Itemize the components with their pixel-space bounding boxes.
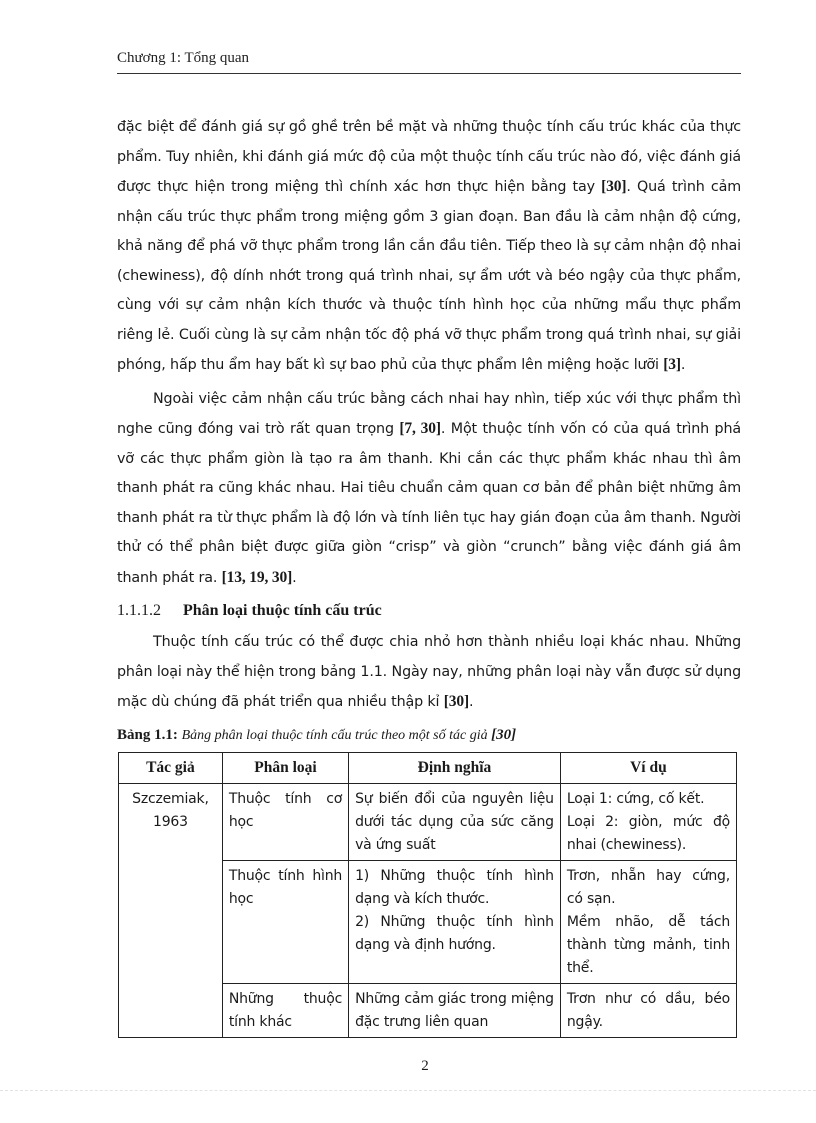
paragraph-1 [117,113,741,381]
header-rule [117,73,741,74]
header-example: Ví dụ [560,753,736,784]
paragraph-3 [117,628,741,718]
paragraph-2-text-a: Ngoài việc cảm nhận cấu trúc bằng cách nhai hay nhìn, tiếp xúc với thực phẩm thì nghe cũng đóng vai trò rất quan trọng [117,390,741,437]
cell-example: Trơn như có dầu, béo ngậy. [560,984,736,1038]
example-line: Loại 1: cứng, cố kết. [566,791,705,807]
cell-definition [349,861,561,984]
paragraph-1-text-a: đặc biệt để đánh giá sự gồ ghề trên bề mặt và những thuộc tính cấu trúc khác của thực phẩm. Tuy nhiên, khi đánh giá mức độ của một thuộc tính cấu trúc nào đó, việc đánh giá được thực hiện trong miệng thì chính xác hơn thực hiện bằng tay [117,119,741,195]
cell-type: Thuộc tính cơ học [222,784,348,861]
cell-definition: Những cảm giác trong miệng đặc trưng liên quan [349,984,561,1038]
citation: [30] [443,693,469,710]
header-definition: Định nghĩa [349,753,561,784]
cell-definition: Sự biến đổi của nguyên liệu dưới tác dụng của sức căng và ứng suất [349,784,561,861]
cell-example [560,784,736,861]
caption-citation: [30] [491,726,517,743]
section-title: Phân loại thuộc tính cấu trúc [183,602,382,619]
page-bottom-edge [0,1090,816,1091]
caption-label: Bảng 1.1: [117,726,178,743]
classification-table [118,752,737,1038]
header-author: Tác giả [119,753,223,784]
citation: [3] [663,356,681,373]
table-header-row [119,753,737,784]
citation: [30] [601,178,627,195]
paragraph-3-text-b: . [469,694,474,710]
example-line: Trơn, nhẵn hay cứng, có sạn. [566,868,730,907]
example-line: Mềm nhão, dễ tách thành từng mảnh, tinh thể. [566,914,730,976]
section-heading [117,596,741,626]
cell-type: Những thuộc tính khác [222,984,348,1038]
table-caption [117,722,741,749]
body-text [117,113,741,749]
paragraph-3-text-a: Thuộc tính cấu trúc có thể được chia nhỏ hơn thành nhiều loại khác nhau. Những phân loại này thể hiện trong bảng 1.1. Ngày nay, những phân loại này vẫn được sử dụng mặc dù chúng đã phát triển qua nhiều thập kỉ [117,634,741,710]
cell-type: Thuộc tính hình học [222,861,348,984]
citation: [13, 19, 30] [221,568,293,586]
definition-line: 1) Những thuộc tính hình dạng và kích thước. [355,868,554,907]
definition-line: 2) Những thuộc tính hình dạng và định hướng. [355,914,554,953]
paragraph-1-text-c: . [680,357,686,373]
citation: [7, 30] [399,420,441,437]
table-row [119,784,737,861]
caption-text: Bảng phân loại thuộc tính cấu trúc theo một số tác giả [181,727,492,743]
chapter-header: Chương 1: Tổng quan [117,50,250,66]
page-number: 2 [421,1058,429,1074]
paragraph-1-text-b: . Quá trình cảm nhận cấu trúc thực phẩm trong miệng gồm 3 gian đoạn. Ban đầu là cảm nhận độ cứng, khả năng để phá vỡ thực phẩm trong lần cắn đầu tiên. Tiếp theo là sự cảm nhận độ nhai (chewiness), độ dính nhớt trong quá trình nhai, sự ẩm ướt và béo ngậy của thực phẩm, cùng với sự cảm nhận kích thước và thuộc tính hình học của những mẩu thực phẩm riêng lẻ. Cuối cùng là sự cảm nhận tốc độ phá vỡ thực phẩm trong quá trình nhai, sự giải phóng, hấp thu ẩm hay bất kì sự bao phủ của thực phẩm lên miệng hoặc lưỡi [117,179,741,373]
section-number: 1.1.1.2 [117,602,161,619]
cell-author: Szczemiak, 1963 [119,784,223,1038]
paragraph-2-text-c: . [292,569,297,586]
paragraph-2 [117,385,741,594]
paragraph-2-text-b: . Một thuộc tính vốn có của quá trình phá vỡ các thực phẩm giòn là tạo ra âm thanh. Khi cắn các thực phẩm khác nhau thì âm thanh phát ra cũng khác nhau. Hai tiêu chuẩn cảm quan cơ bản để phân biệt những âm thanh phát ra từ thực phẩm là độ lớn và tính liên tục hay gián đoạn của âm thanh. Người thử có thể phân biệt được giữa giòn “crisp” và giòn “crunch” bằng việc đánh giá âm thanh phát ra. [117,421,741,586]
header-type: Phân loại [222,753,348,784]
cell-example [560,861,736,984]
example-line: Loại 2: giòn, mức độ nhai (chewiness). [566,814,730,853]
